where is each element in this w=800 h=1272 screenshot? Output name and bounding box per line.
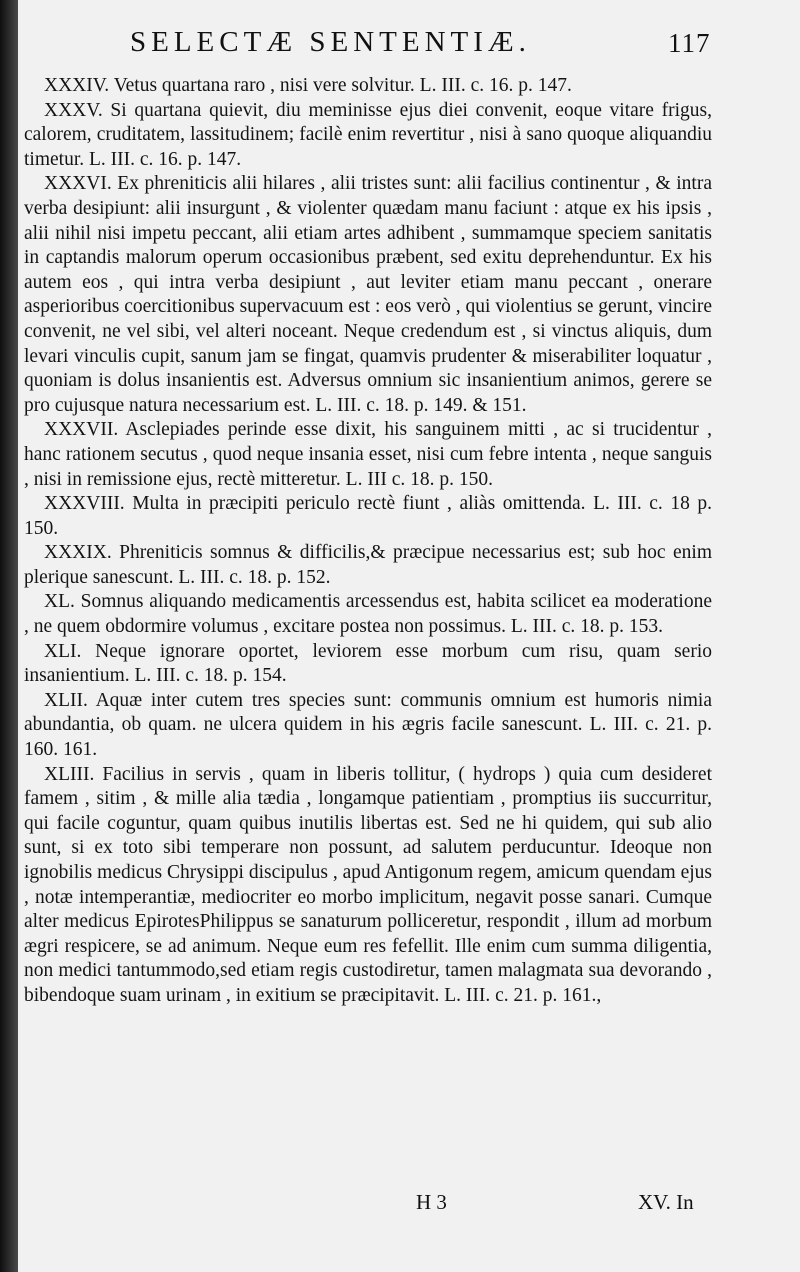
sententia-xxxix: XXXIX. Phreniticis somnus & difficilis,& præcipue necessarius est; sub hoc enim plerique sanescunt. L. III. c. 18. p. 152. xyxy=(24,542,712,588)
sententia-xxxviii: XXXVIII. Multa in præcipiti periculo rectè fiunt , aliàs omittenda. L. III. c. 18 p. 150. xyxy=(24,493,712,539)
page-body xyxy=(24,74,712,1009)
sententia-xlii: XLII. Aquæ inter cutem tres species sunt: communis omnium est humoris nimia abundantia, ob quam. ne ulcera quidem in his ægris facile sanescunt. L. III. c. 21. p. 160. 161. xyxy=(24,689,712,761)
running-title: SELECTÆ SENTENTIÆ. xyxy=(130,26,531,58)
page-footer xyxy=(18,1190,800,1220)
sententia-xl: XL. Somnus aliquando medicamentis arcessendus est, habita scilicet ea moderatione , ne quem obdormire volumus , excitare postea non possimus. L. III. c. 18. p. 153. xyxy=(24,591,712,638)
page-header xyxy=(18,26,800,66)
book-page xyxy=(18,0,800,1272)
sententia-xxxv: XXXV. Si quartana quievit, diu meminisse ejus diei convenit, eoque vitare frigus, calorem, cruditatem, lassitudinem; facilè enim revertitur , nisi à sano quoque aliquandiu timetur. L. III. c. 16. p. 147. xyxy=(24,99,712,170)
sententia-xxxvi: XXXVI. Ex phreniticis alii hilares , alii tristes sunt: alii facilius continentur , & intra verba desipiunt: alii insurgunt , & violenter quædam manu faciunt : atque ex his ipsis , alii nihil nisi impetu peccant, alii etiam artes adhibent , summamque speciem sanitatis in captandis malorum operum occasionibus præbent, sed exitu deprehenduntur. Ex his autem eos , qui intra verba desipiunt , aut leviter etiam manu peccant , onerare asperioribus coercitionibus supervacuum est : eos verò , qui violentius se gerunt, vincire convenit, ne vel sibi, vel alteri noceant. Neque credendum est , si vinctus aliquis, dum levari vinculis cupit, sanum jam se fingat, quamvis prudenter & miserabiliter loquatur , quoniam is dolus insanientis est. Adversus omnium sic insanientium animos, gerere se pro cujusque natura necessarium est. L. III. c. 18. p. 149. & 151. xyxy=(24,173,712,416)
catchword: XV. In xyxy=(638,1190,694,1214)
sententia-xliii: XLIII. Facilius in servis , quam in liberis tollitur, ( hydrops ) quia cum desideret famem , sitim , & mille alia tædia , longamque patientiam , promptius iis succurritur, qui facile coguntur, quam quibus inutilis libertas est. Sed ne hi quidem, qui sub alio sunt, si ex toto sibi temperare non possunt, ad salutem perducuntur. Ideoque non ignobilis medicus Chrysippi discipulus , apud Antigonum regem, amicum quendam ejus , notæ intemperantiæ, mediocriter eo morbo implicitum, negavit posse sanari. Cumque alter medicus EpirotesPhilippus se sanaturum polliceretur, respondit , illum ad morbum ægri respicere, se ad animum. Neque eum res fefellit. Ille enim cum summa diligentia, non medici tantummodo,sed etiam regis custodiretur, tamen malagmata sua devorando , bibendoque suam urinam , in exitium se præcipitavit. L. III. c. 21. p. 161., xyxy=(24,763,712,1006)
page-number: 117 xyxy=(668,28,711,58)
sententia-xli: XLI. Neque ignorare oportet, leviorem esse morbum cum risu, quam serio insanientium. L. III. c. 18. p. 154. xyxy=(24,640,712,687)
sententia-xxxiv: XXXIV. Vetus quartana raro , nisi vere solvitur. L. III. c. 16. p. 147. xyxy=(44,75,572,96)
signature-mark: H 3 xyxy=(416,1190,447,1214)
sententia-xxxvii: XXXVII. Asclepiades perinde esse dixit, his sanguinem mitti , ac si trucidentur , hanc rationem secutus , quod neque insania esset, nisi cum febre intenta , neque sanguis , nisi in remissione ejus, rectè mitteretur. L. III c. 18. p. 150. xyxy=(24,419,712,490)
binding-gutter xyxy=(0,0,18,1272)
